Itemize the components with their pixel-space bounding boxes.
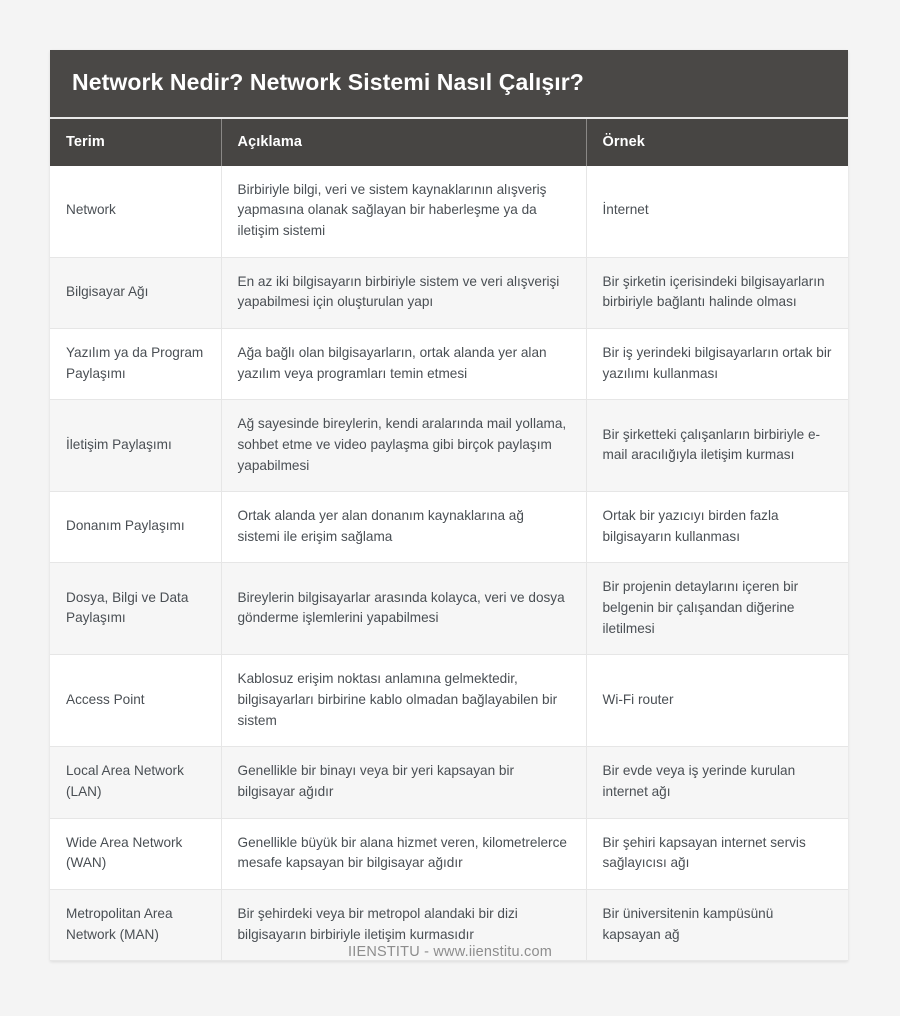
cell-example: Wi-Fi router [586,655,848,747]
cell-term: Network [50,166,221,257]
cell-description: Genellikle bir binayı veya bir yeri kapsayan bir bilgisayar ağıdır [221,747,586,818]
network-terms-table [50,119,848,962]
table-header [50,119,848,166]
cell-example: Bir evde veya iş yerinde kurulan internet ağı [586,747,848,818]
cell-term: Local Area Network (LAN) [50,747,221,818]
cell-example: Bir şehiri kapsayan internet servis sağlayıcısı ağı [586,818,848,889]
cell-description: Ağ sayesinde bireylerin, kendi aralarında mail yollama, sohbet etme ve video paylaşma gibi birçok paylaşım yapabilmesi [221,400,586,492]
info-table-card [50,50,848,961]
cell-example: İnternet [586,166,848,257]
column-header-term: Terim [50,119,221,166]
table-row [50,400,848,492]
cell-description: Ağa bağlı olan bilgisayarların, ortak alanda yer alan yazılım veya programları temin etmesi [221,328,586,399]
table-row [50,563,848,655]
table-row [50,166,848,257]
cell-term: Yazılım ya da Program Paylaşımı [50,328,221,399]
cell-description: Kablosuz erişim noktası anlamına gelmektedir, bilgisayarları birbirine kablo olmadan bağlayabilen bir sistem [221,655,586,747]
cell-description: Bireylerin bilgisayarlar arasında kolayca, veri ve dosya gönderme işlemlerini yapabilmesi [221,563,586,655]
table-row [50,655,848,747]
cell-description: Bir şehirdeki veya bir metropol alandaki bir dizi bilgisayarın birbiriyle iletişim kurmasıdır [221,890,586,961]
table-body [50,166,848,961]
cell-term: Wide Area Network (WAN) [50,818,221,889]
table-row [50,747,848,818]
cell-description: Ortak alanda yer alan donanım kaynaklarına ağ sistemi ile erişim sağlama [221,492,586,563]
cell-description: En az iki bilgisayarın birbiriyle sistem ve veri alışverişi yapabilmesi için oluşturulan yapı [221,257,586,328]
cell-term: Dosya, Bilgi ve Data Paylaşımı [50,563,221,655]
table-row [50,328,848,399]
cell-term: Donanım Paylaşımı [50,492,221,563]
title-bar [50,50,848,117]
cell-example: Ortak bir yazıcıyı birden fazla bilgisayarın kullanması [586,492,848,563]
table-row [50,257,848,328]
column-header-example: Örnek [586,119,848,166]
cell-example: Bir üniversitenin kampüsünü kapsayan ağ [586,890,848,961]
footer-attribution: IIENSTITU - www.iienstitu.com [348,944,552,960]
table-row [50,818,848,889]
table-header-row [50,119,848,166]
cell-description: Birbiriyle bilgi, veri ve sistem kaynaklarının alışveriş yapmasına olanak sağlayan bir haberleşme ya da iletişim sistemi [221,166,586,257]
cell-example: Bir şirketteki çalışanların birbiriyle e-mail aracılığıyla iletişim kurması [586,400,848,492]
cell-description: Genellikle büyük bir alana hizmet veren, kilometrelerce mesafe kapsayan bir bilgisayar ağıdır [221,818,586,889]
column-header-description: Açıklama [221,119,586,166]
cell-example: Bir şirketin içerisindeki bilgisayarların birbiriyle bağlantı halinde olması [586,257,848,328]
cell-term: Access Point [50,655,221,747]
table-row [50,492,848,563]
cell-example: Bir projenin detaylarını içeren bir belgenin bir çalışandan diğerine iletilmesi [586,563,848,655]
cell-term: Metropolitan Area Network (MAN) [50,890,221,961]
cell-term: Bilgisayar Ağı [50,257,221,328]
page-title: Network Nedir? Network Sistemi Nasıl Çalışır? [72,69,584,95]
cell-term: İletişim Paylaşımı [50,400,221,492]
cell-example: Bir iş yerindeki bilgisayarların ortak bir yazılımı kullanması [586,328,848,399]
